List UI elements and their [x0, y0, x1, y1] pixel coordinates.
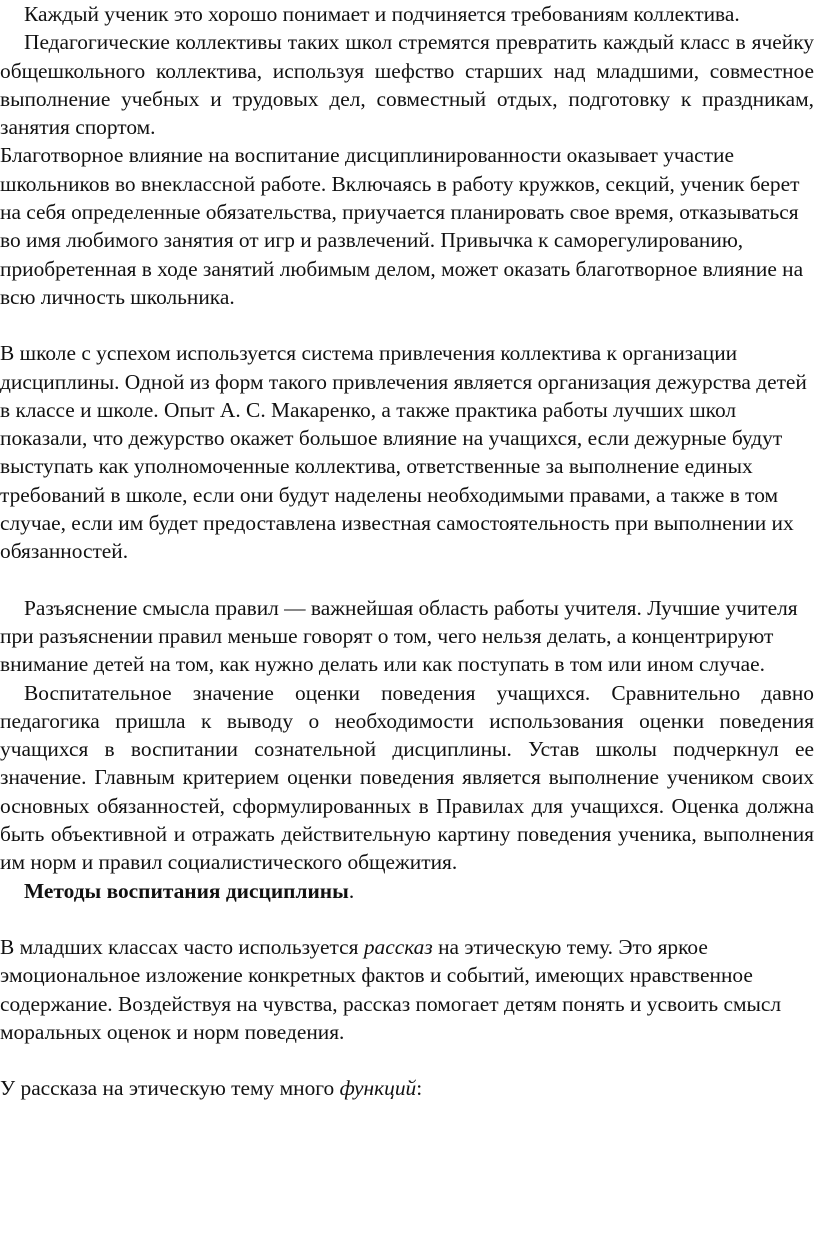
paragraph-8-emphasis: функций — [339, 1076, 417, 1101]
heading-text: Методы воспитания дисциплины — [24, 878, 349, 903]
paragraph-8-start: У рассказа на этическую тему много — [0, 1076, 340, 1101]
blank-line — [0, 566, 814, 594]
paragraph-7-start: В младших классах часто используется — [0, 934, 364, 959]
paragraph-8-end: : — [416, 1076, 423, 1101]
blank-line — [0, 311, 814, 339]
paragraph-3: Благотворное влияние на воспитание дисциплинированности оказывает участие школьников во внеклассной работе. Включаясь в работу кружков, секций, ученик берет на себя определенные обязательства, приучается планировать свое время, отказываться во имя любимого занятия от игр и развлечений. Привычка к саморегулированию, приобретенная в ходе занятий любимым делом, может оказать благотворное влияние на всю личность школьника. — [0, 143, 804, 309]
heading-period: . — [348, 878, 355, 903]
paragraph-2: Педагогические коллективы таких школ стремятся превратить каждый класс в ячейку общешкольного коллектива, используя шефство старших над младшими, совместное выполнение учебных и трудовых дел, совместный отдых, подготовку к праздникам, занятия спортом. — [0, 30, 814, 140]
paragraph-7-end: на этическую тему. Это яркое эмоциональное изложение конкретных фактов и событий, имеющих нравственное содержание. Воздействуя на чувства, рассказ помогает детям понять и усвоить смысл моральных оценок и норм поведения. — [0, 934, 782, 1044]
paragraph-1: Каждый ученик это хорошо понимает и подчиняется требованиям коллектива. — [24, 2, 740, 26]
section-heading — [0, 877, 814, 905]
paragraph-7 — [0, 933, 814, 1046]
paragraph-8 — [0, 1074, 814, 1102]
blank-line — [0, 905, 814, 933]
paragraph-4: В школе с успехом используется система привлечения коллектива к организации дисциплины. Одной из форм такого привлечения является организация дежурства детей в классе и школе. Опыт А. С. Макаренко, а также практика работы лучших школ показали, что дежурство окажет большое влияние на учащихся, если дежурные будут выступать как уполномоченные коллектива, ответственные за выполнение единых требований в школе, если они будут наделены необходимыми правами, а также в том случае, если им будет предоставлена известная самостоятельность при выполнении их обязанностей. — [0, 341, 807, 564]
blank-line — [0, 1046, 814, 1074]
paragraph-6: Воспитательное значение оценки поведения учащихся. Сравнительно давно педагогика пришла к выводу о необходимости использования оценки поведения учащихся в воспитании сознательной дисциплины. Устав школы подчеркнул ее значение. Главным критерием оценки поведения является выполнение учеником своих основных обязанностей, сформулированных в Правилах для учащихся. Оценка должна быть объективной и отражать действительную картину поведения ученика, выполнения им норм и правил социалистического общежития. — [0, 680, 814, 875]
paragraph-7-emphasis: рассказ — [363, 934, 433, 959]
paragraph-5: Разъяснение смысла правил — важнейшая область работы учителя. Лучшие учителя при разъяснении правил меньше говорят о том, чего нельзя делать, а концентрируют внимание детей на том, как нужно делать или как поступать в том или ином случае. — [0, 595, 798, 677]
